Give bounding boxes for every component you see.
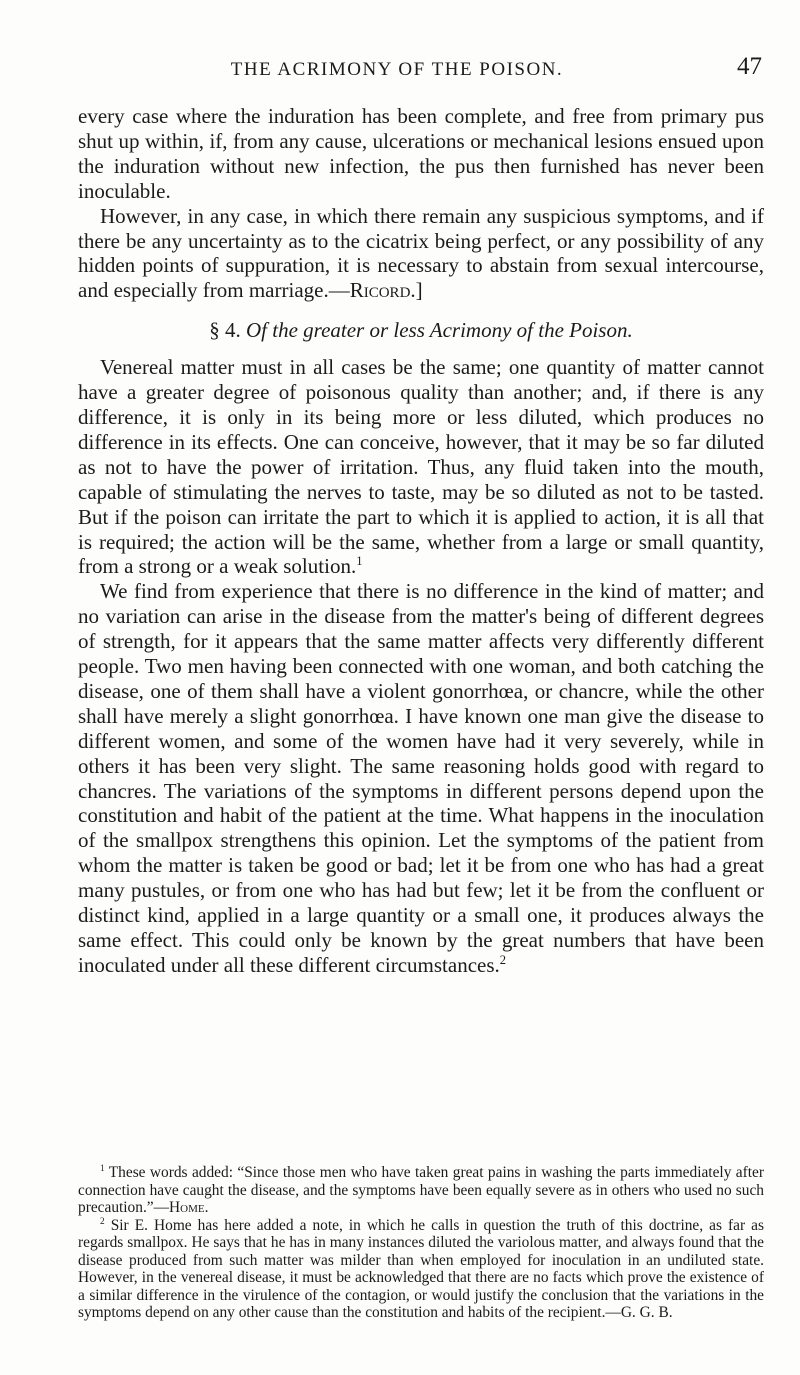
footnote-1-mark: 1 (100, 1162, 105, 1173)
body-text (78, 104, 764, 978)
author-signature-ricord: Ricord.] (349, 278, 423, 303)
footnote-2-mark: 2 (100, 1215, 105, 1226)
footnote-ref-2: 2 (499, 952, 507, 967)
paragraph-continued (78, 104, 764, 204)
footnote-1 (78, 1164, 764, 1217)
footnote-1-signature: Home. (169, 1199, 209, 1216)
paragraph-2-text: However, in any case, in which there remain any suspicious symptoms, and if there be any uncertainty as to the cicatrix being perfect, or any possibility of any hidden points of suppuration, it is necessary to abstain from sexual intercourse, and especially from marriage.— (78, 203, 764, 303)
section-heading (78, 318, 764, 343)
paragraph-1-text: every case where the induration has been complete, and free from primary pus shut up within, if, from any cause, ulcerations or mechanical lesions ensued upon the induration without new infection, the pus then furnished has never been inoculable. (78, 104, 764, 203)
paragraph-4-text: We find from experience that there is no difference in the kind of matter; and no variation can arise in the disease from the matter's being of different degrees of strength, for it appears that the same matter affects very differently different people. Two men having been connected with one woman, and both catching the disease, one of them shall have a violent gonorrhœa, or chancre, while the other shall have merely a slight gonorrhœa. I have known one man give the disease to different women, and some of the women have had it very severely, while in others it has been very slight. The same reasoning holds good with regard to chancres. The variations of the symptoms in different persons depend upon the constitution and habit of the patient at the time. What happens in the inoculation of the smallpox strengthens this opinion. Let the symptoms of the patient from whom the matter is taken be good or bad; let it be from one who has had a great many pustules, or from one who has had but few; let it be from the confluent or distinct kind, applied in a large quantity or a small one, it produces always the same effect. This could only be known by the great numbers that have been inoculated under all these different circumstances. (78, 579, 764, 977)
paragraph-2 (78, 204, 764, 304)
page-number: 47 (737, 53, 762, 80)
footnote-ref-1: 1 (356, 554, 363, 569)
footnotes (78, 1164, 764, 1322)
footnote-1-text: These words added: “Since those men who have taken great pains in washing the parts immediately after connection have caught the disease, and the symptoms have been equally severe as in others who used no such precaution.”— (78, 1164, 764, 1216)
running-head (72, 55, 762, 85)
section-number: § 4. (209, 318, 241, 343)
running-title: THE ACRIMONY OF THE POISON. (230, 59, 564, 80)
section-title: Of the greater or less Acrimony of the Poison. (246, 318, 633, 343)
paragraph-3 (78, 355, 764, 579)
footnote-2-text: Sir E. Home has here added a note, in which he calls in question the truth of this doctrine, as far as regards smallpox. He says that he has in many instances diluted the variolous matter, and always found that the disease produced from such matter was milder than when employed for inoculation in an undiluted state. However, in the venereal disease, it must be acknowledged that there are no facts which prove the existence of a similar difference in the virulence of the contagion, or would justify the conclusion that the variations in the symptoms depend on any other cause than the constitution and habits of the recipient.—G. G. B. (78, 1216, 764, 1321)
paragraph-3-text: Venereal matter must in all cases be the same; one quantity of matter cannot have a greater degree of poisonous quality than another; and, if there is any difference, it is only in its being more or less diluted, which produces no difference in its effects. One can conceive, however, that it may be so far diluted as not to have the power of irritation. Thus, any fluid taken into the mouth, capable of stimulating the nerves to taste, may be so diluted as not to be tasted. But if the poison can irritate the part to which it is applied to action, it is all that is required; the action will be the same, whether from a large or small quantity, from a strong or a weak solution. (78, 355, 764, 579)
footnote-2 (78, 1217, 764, 1322)
paragraph-4 (78, 579, 764, 978)
